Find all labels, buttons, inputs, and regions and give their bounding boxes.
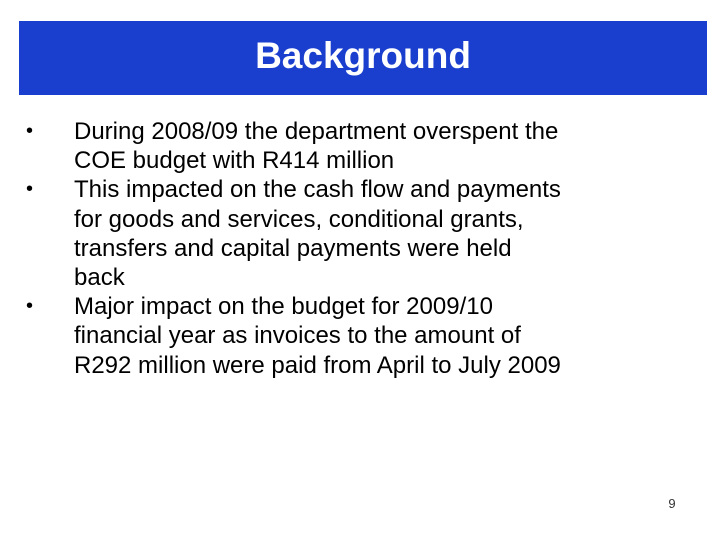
bullet-icon: •: [26, 295, 34, 318]
bullet-item: [26, 117, 706, 175]
bullet-icon: •: [26, 120, 34, 142]
bullet-line: for goods and services, conditional grants,: [74, 205, 524, 233]
bullet-line: COE budget with R414 million: [74, 147, 395, 175]
slide-title: Background: [255, 35, 471, 76]
bullet-line: transfers and capital payments were held: [74, 234, 512, 262]
bullet-list: [26, 117, 706, 380]
bullet-line: Major impact on the budget for 2009/10: [74, 293, 493, 321]
bullet-line: R292 million were paid from April to July 2009: [74, 351, 561, 379]
bullet-line: During 2008/09 the department overspent the: [74, 118, 559, 145]
bullet-line: This impacted on the cash flow and payments: [74, 176, 561, 204]
bullet-line: back: [74, 264, 125, 292]
bullet-line: financial year as invoices to the amount of: [74, 322, 521, 350]
bullet-item: [26, 175, 706, 292]
bullet-icon: •: [26, 178, 34, 201]
bullet-item: [26, 292, 706, 380]
title-bar: [19, 21, 707, 95]
page-number: 9: [668, 496, 676, 511]
